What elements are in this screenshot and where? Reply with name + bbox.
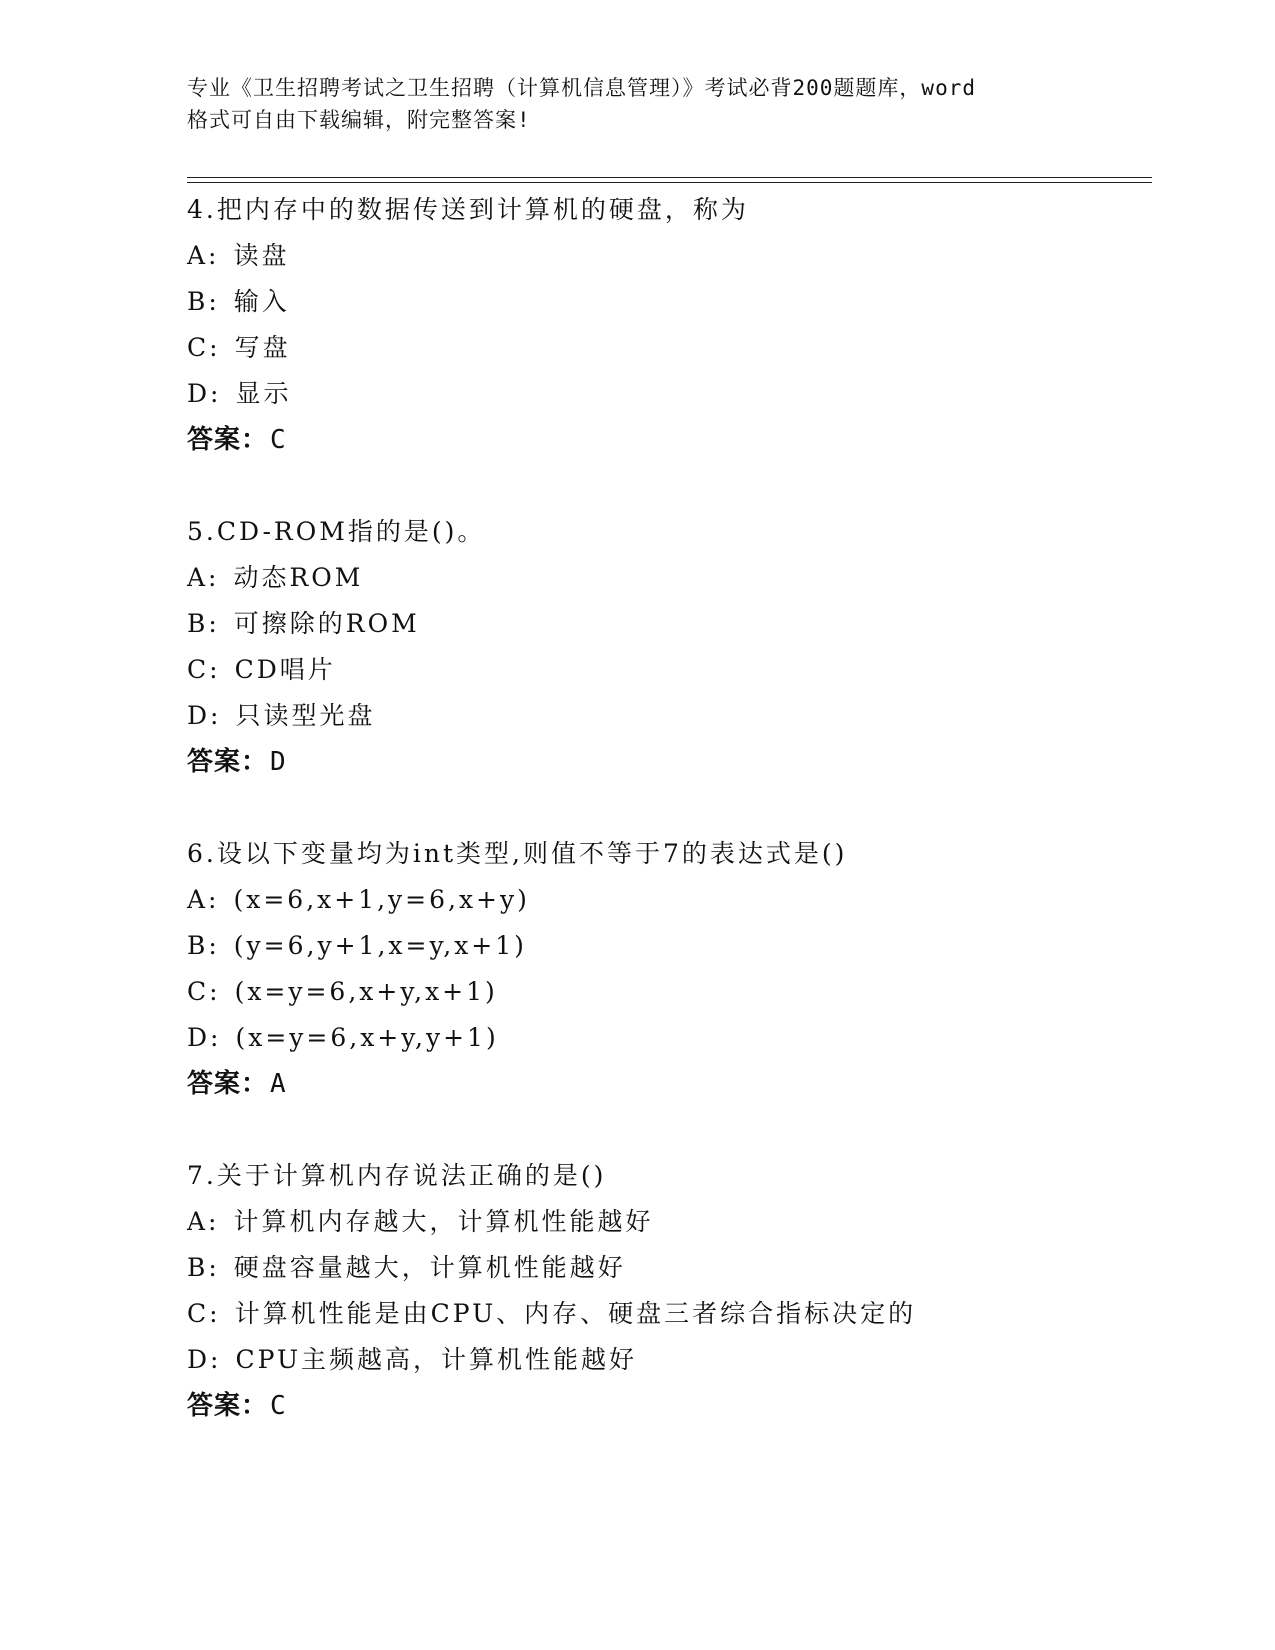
option-key: B: <box>187 287 220 316</box>
option-text: 读盘 <box>233 241 290 270</box>
option-text: 计算机内存越大，计算机性能越好 <box>233 1207 654 1236</box>
answer-label: 答案： <box>187 747 269 777</box>
option-b <box>187 601 1147 647</box>
option-key: D: <box>187 1345 222 1374</box>
option-text: (x=6,x+1,y=6,x+y) <box>233 885 530 914</box>
option-a <box>187 233 1147 279</box>
option-key: D: <box>187 379 222 408</box>
option-text: (x=y=6,x+y,x+1) <box>234 977 498 1006</box>
question-text: 6.设以下变量均为int类型,则值不等于7的表达式是() <box>187 839 848 868</box>
question-5 <box>187 509 1147 785</box>
option-text: (y=6,y+1,x=y,x+1) <box>233 931 527 960</box>
question-6 <box>187 831 1147 1107</box>
option-key: B: <box>187 609 220 638</box>
option-c <box>187 647 1147 693</box>
document-header <box>187 72 1087 136</box>
question-text: 4.把内存中的数据传送到计算机的硬盘，称为 <box>187 195 749 224</box>
option-b <box>187 1245 1147 1291</box>
option-text: CD唱片 <box>234 655 336 684</box>
question-7 <box>187 1153 1147 1429</box>
option-text: 只读型光盘 <box>235 701 376 730</box>
answer-line <box>187 1383 1147 1429</box>
answer-line <box>187 417 1147 463</box>
option-text: 硬盘容量越大，计算机性能越好 <box>233 1253 626 1282</box>
option-key: A: <box>187 563 220 592</box>
question-4 <box>187 187 1147 463</box>
option-key: C: <box>187 1299 221 1328</box>
option-a <box>187 1199 1147 1245</box>
question-text: 5.CD-ROM指的是()。 <box>187 517 486 546</box>
option-b <box>187 923 1147 969</box>
option-a <box>187 877 1147 923</box>
option-key: D: <box>187 701 222 730</box>
option-b <box>187 279 1147 325</box>
option-text: 输入 <box>233 287 290 316</box>
answer-value: C <box>270 1391 286 1421</box>
option-key: C: <box>187 333 221 362</box>
option-key: B: <box>187 1253 220 1282</box>
option-text: (x=y=6,x+y,y+1) <box>235 1023 499 1052</box>
option-key: A: <box>187 1207 220 1236</box>
option-key: C: <box>187 977 221 1006</box>
option-d <box>187 371 1147 417</box>
option-text: 显示 <box>235 379 292 408</box>
option-key: A: <box>187 241 220 270</box>
option-text: 可擦除的ROM <box>233 609 420 638</box>
header-divider-bottom <box>187 182 1152 183</box>
option-text: CPU主频越高，计算机性能越好 <box>235 1345 638 1374</box>
option-d <box>187 693 1147 739</box>
answer-value: C <box>270 425 286 455</box>
option-c <box>187 1291 1147 1337</box>
option-text: 动态ROM <box>233 563 364 592</box>
header-title-line-1: 专业《卫生招聘考试之卫生招聘（计算机信息管理）》考试必背200题题库，word <box>187 76 976 100</box>
option-c <box>187 969 1147 1015</box>
answer-value: A <box>270 1069 286 1099</box>
option-key: A: <box>187 885 220 914</box>
answer-line <box>187 1061 1147 1107</box>
option-d <box>187 1337 1147 1383</box>
option-key: B: <box>187 931 220 960</box>
option-key: D: <box>187 1023 222 1052</box>
answer-label: 答案： <box>187 425 269 455</box>
answer-label: 答案： <box>187 1069 269 1099</box>
header-title-line-2: 格式可自由下载编辑，附完整答案! <box>187 108 531 132</box>
option-d <box>187 1015 1147 1061</box>
answer-value: D <box>270 747 286 777</box>
option-key: C: <box>187 655 221 684</box>
option-text: 写盘 <box>234 333 291 362</box>
option-a <box>187 555 1147 601</box>
question-text: 7.关于计算机内存说法正确的是() <box>187 1161 607 1190</box>
header-divider-top <box>187 177 1152 178</box>
option-text: 计算机性能是由CPU、内存、硬盘三者综合指标决定的 <box>234 1299 917 1328</box>
option-c <box>187 325 1147 371</box>
answer-label: 答案： <box>187 1391 269 1421</box>
answer-line <box>187 739 1147 785</box>
question-list <box>187 187 1147 1475</box>
